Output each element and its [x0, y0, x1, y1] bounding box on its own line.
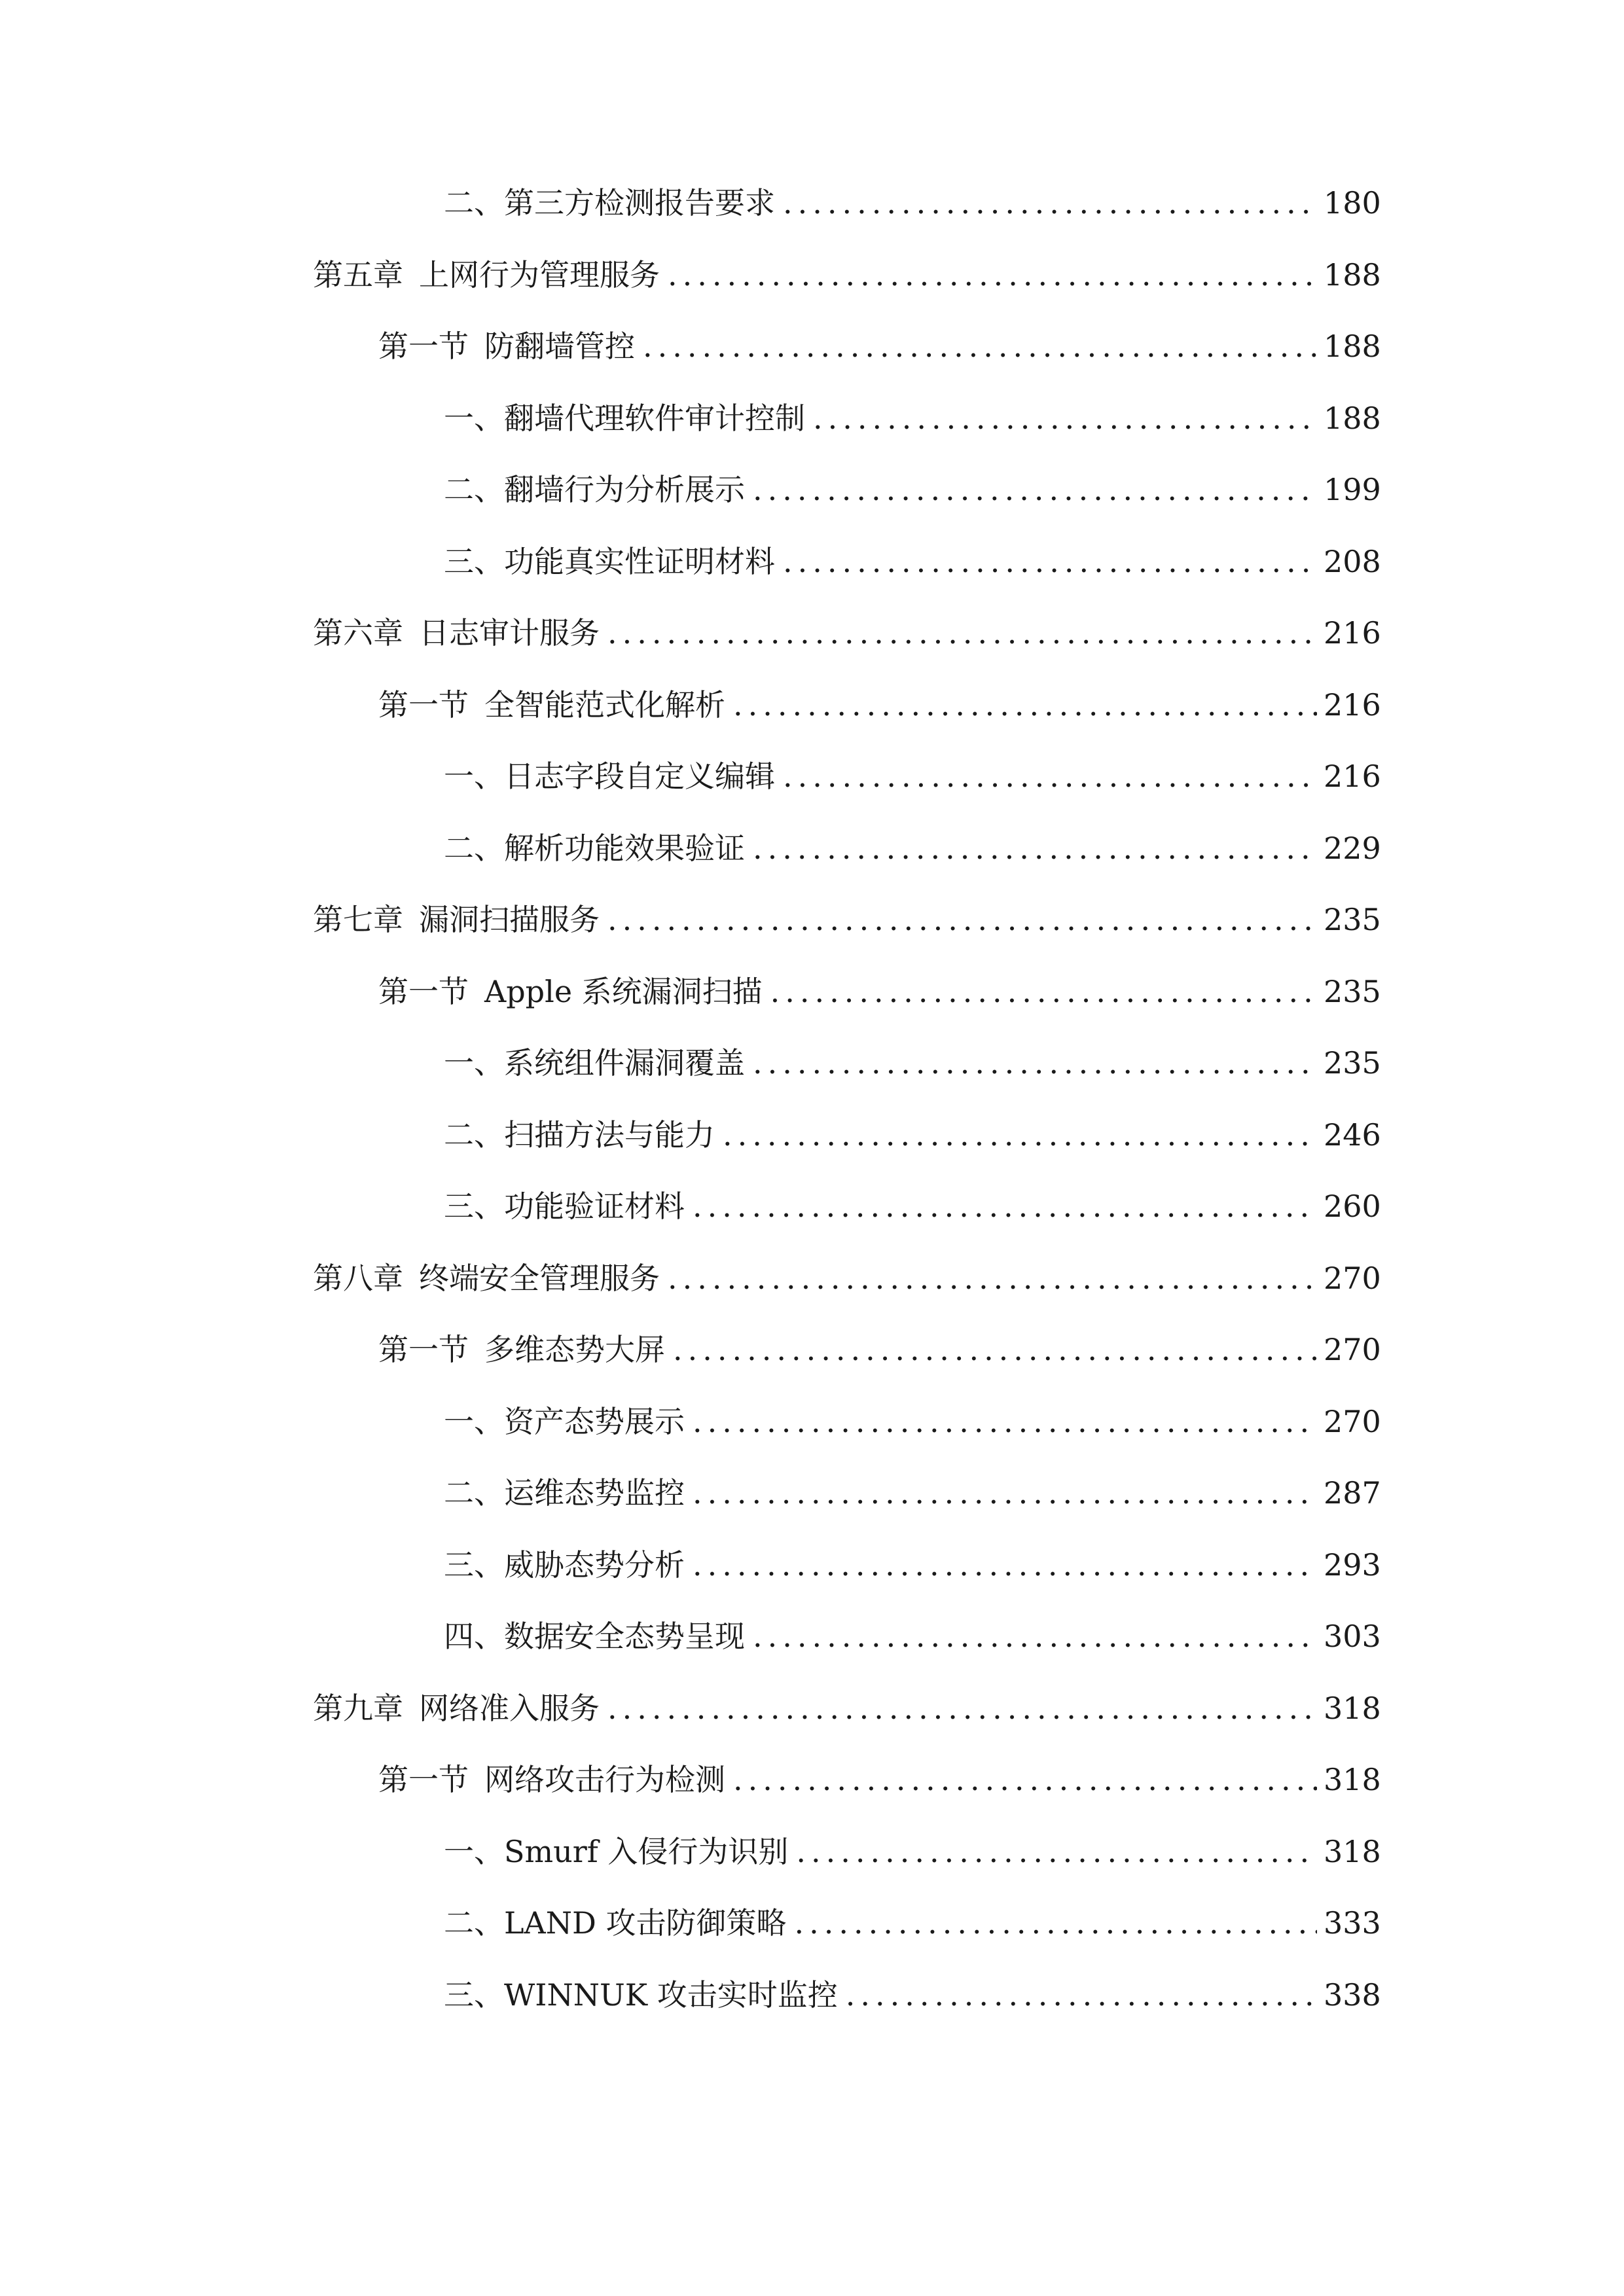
toc-entry-page: 246: [1324, 1117, 1381, 1153]
toc-entry-title: 多维态势大屏: [484, 1332, 665, 1367]
toc-dot-leader: [846, 1969, 1317, 2021]
toc-entry-title: 网络准入服务: [419, 1691, 600, 1726]
toc-entry-page: 287: [1324, 1475, 1381, 1511]
toc-entry-title: 解析功能效果验证: [504, 831, 745, 866]
toc-entry[interactable]: [444, 1825, 1381, 1878]
toc-entry[interactable]: [444, 1897, 1381, 1949]
toc-entry-title: Smurf 入侵行为识别: [504, 1834, 789, 1869]
toc-entry[interactable]: [444, 177, 1381, 229]
toc-entry-number: 第八章: [313, 1261, 403, 1296]
toc-dot-leader: [753, 1037, 1317, 1089]
toc-entry[interactable]: [444, 1610, 1381, 1662]
toc-entry[interactable]: [444, 822, 1381, 874]
toc-entry-number: 一、: [444, 1834, 504, 1869]
toc-entry-title: 翻墙行为分析展示: [504, 472, 745, 507]
toc-entry-number: 第一节: [378, 687, 469, 723]
toc-entry[interactable]: [444, 750, 1381, 802]
toc-entry[interactable]: [378, 965, 1381, 1018]
toc-entry-page: 235: [1324, 1045, 1381, 1081]
toc-entry[interactable]: [444, 1467, 1381, 1519]
toc-entry-title: 上网行为管理服务: [419, 257, 660, 293]
toc-entry-title: 运维态势监控: [504, 1475, 685, 1511]
toc-dot-leader: [693, 1467, 1317, 1519]
toc-entry-title: 日志字段自定义编辑: [504, 759, 775, 794]
toc-entry-title: 漏洞扫描服务: [419, 902, 600, 937]
toc-entry-page: 293: [1324, 1547, 1381, 1583]
toc-entry-number: 二、: [444, 472, 504, 507]
toc-entry-page: 235: [1324, 902, 1381, 937]
toc-dot-leader: [753, 1610, 1317, 1662]
toc-dot-leader: [693, 1180, 1317, 1232]
toc-entry-number: 一、: [444, 1045, 504, 1081]
toc-entry-page: 303: [1324, 1619, 1381, 1654]
toc-entry-number: 二、: [444, 185, 504, 221]
toc-entry-number: 三、: [444, 544, 504, 579]
toc-entry-title: 系统组件漏洞覆盖: [504, 1045, 745, 1081]
toc-entry-number: 第一节: [378, 1332, 469, 1367]
toc-entry[interactable]: [444, 1037, 1381, 1089]
toc-entry-page: 199: [1324, 472, 1381, 507]
toc-entry-number: 一、: [444, 759, 504, 794]
toc-dot-leader: [693, 1539, 1317, 1591]
toc-entry-number: 一、: [444, 1404, 504, 1439]
toc-entry[interactable]: [444, 1180, 1381, 1232]
toc-entry[interactable]: [378, 679, 1381, 731]
toc-dot-leader: [783, 750, 1317, 802]
toc-dot-leader: [795, 1897, 1317, 1949]
toc-entry-title: 终端安全管理服务: [419, 1261, 660, 1296]
toc-dot-leader: [813, 392, 1317, 444]
toc-entry-title: 功能真实性证明材料: [504, 544, 775, 579]
toc-entry-page: 270: [1324, 1404, 1381, 1439]
toc-dot-leader: [673, 1323, 1317, 1376]
toc-dot-leader: [753, 463, 1317, 516]
toc-entry-title: 第三方检测报告要求: [504, 185, 775, 221]
toc-dot-leader: [783, 177, 1317, 229]
toc-entry[interactable]: [444, 1109, 1381, 1161]
toc-entry-page: 216: [1324, 759, 1381, 794]
toc-entry-title: 防翻墙管控: [484, 329, 635, 364]
toc-entry[interactable]: [378, 320, 1381, 372]
toc-dot-leader: [607, 893, 1317, 946]
toc-entry-title: 功能验证材料: [504, 1189, 685, 1224]
toc-entry[interactable]: [444, 1395, 1381, 1448]
toc-entry-title: 威胁态势分析: [504, 1547, 685, 1583]
toc-entry-title: 扫描方法与能力: [504, 1117, 715, 1153]
toc-entry-page: 338: [1324, 1977, 1381, 2013]
toc-dot-leader: [643, 320, 1317, 372]
toc-dot-leader: [668, 1252, 1317, 1304]
toc-dot-leader: [693, 1395, 1317, 1448]
toc-entry-number: 第一节: [378, 974, 469, 1009]
toc-entry-page: 318: [1324, 1834, 1381, 1869]
toc-entry-page: 270: [1324, 1261, 1381, 1296]
toc-entry[interactable]: [444, 463, 1381, 516]
toc-entry-number: 一、: [444, 401, 504, 436]
toc-dot-leader: [668, 249, 1317, 301]
toc-entry-page: 318: [1324, 1762, 1381, 1797]
toc-dot-leader: [607, 1682, 1317, 1734]
toc-entry[interactable]: [378, 1323, 1381, 1376]
toc-entry[interactable]: [378, 1753, 1381, 1806]
toc-entry-title: 全智能范式化解析: [484, 687, 725, 723]
toc-entry[interactable]: [444, 1969, 1381, 2021]
toc-entry[interactable]: [313, 607, 1381, 659]
toc-entry[interactable]: [313, 1682, 1381, 1734]
toc-entry-number: 第一节: [378, 329, 469, 364]
toc-entry-page: 188: [1324, 401, 1381, 436]
toc-entry-page: 260: [1324, 1189, 1381, 1224]
toc-entry-number: 二、: [444, 1117, 504, 1153]
toc-dot-leader: [796, 1825, 1317, 1878]
toc-dot-leader: [733, 679, 1317, 731]
toc-entry-number: 第七章: [313, 902, 403, 937]
toc-entry-page: 180: [1324, 185, 1381, 221]
toc-dot-leader: [753, 822, 1317, 874]
toc-entry-page: 318: [1324, 1691, 1381, 1726]
toc-entry-page: 270: [1324, 1332, 1381, 1367]
toc-entry-number: 第五章: [313, 257, 403, 293]
toc-entry[interactable]: [313, 893, 1381, 946]
toc-entry-title: 网络攻击行为检测: [484, 1762, 725, 1797]
toc-entry-page: 188: [1324, 329, 1381, 364]
toc-entry[interactable]: [313, 249, 1381, 301]
toc-entry-page: 216: [1324, 615, 1381, 651]
toc-entry-page: 333: [1324, 1905, 1381, 1941]
toc-entry[interactable]: [444, 535, 1381, 588]
toc-dot-leader: [733, 1753, 1317, 1806]
toc-entry-title: Apple 系统漏洞扫描: [484, 974, 763, 1009]
toc-dot-leader: [607, 607, 1317, 659]
toc-dot-leader: [723, 1109, 1317, 1161]
toc-entry-number: 第九章: [313, 1691, 403, 1726]
toc-entry-number: 三、: [444, 1977, 504, 2013]
toc-entry[interactable]: [444, 392, 1381, 444]
toc-entry-number: 二、: [444, 1475, 504, 1511]
toc-entry-page: 188: [1324, 257, 1381, 293]
toc-entry-number: 四、: [444, 1619, 504, 1654]
toc-entry-number: 三、: [444, 1189, 504, 1224]
toc-entry-title: WINNUK 攻击实时监控: [504, 1977, 838, 2013]
toc-entry-page: 208: [1324, 544, 1381, 579]
toc-entry-page: 229: [1324, 831, 1381, 866]
toc-entry-title: LAND 攻击防御策略: [504, 1905, 787, 1941]
toc-entry[interactable]: [444, 1539, 1381, 1591]
toc-entry-number: 第一节: [378, 1762, 469, 1797]
toc-entry-page: 235: [1324, 974, 1381, 1009]
toc-entry-title: 资产态势展示: [504, 1404, 685, 1439]
toc-entry-number: 三、: [444, 1547, 504, 1583]
toc-entry-title: 数据安全态势呈现: [504, 1619, 745, 1654]
toc-entry-number: 第六章: [313, 615, 403, 651]
toc-entry-title: 翻墙代理软件审计控制: [504, 401, 805, 436]
toc-entry-number: 二、: [444, 831, 504, 866]
toc-entry-number: 二、: [444, 1905, 504, 1941]
toc-dot-leader: [783, 535, 1317, 588]
toc-entry-title: 日志审计服务: [419, 615, 600, 651]
toc-entry-page: 216: [1324, 687, 1381, 723]
toc-entry[interactable]: [313, 1252, 1381, 1304]
toc-dot-leader: [770, 965, 1317, 1018]
